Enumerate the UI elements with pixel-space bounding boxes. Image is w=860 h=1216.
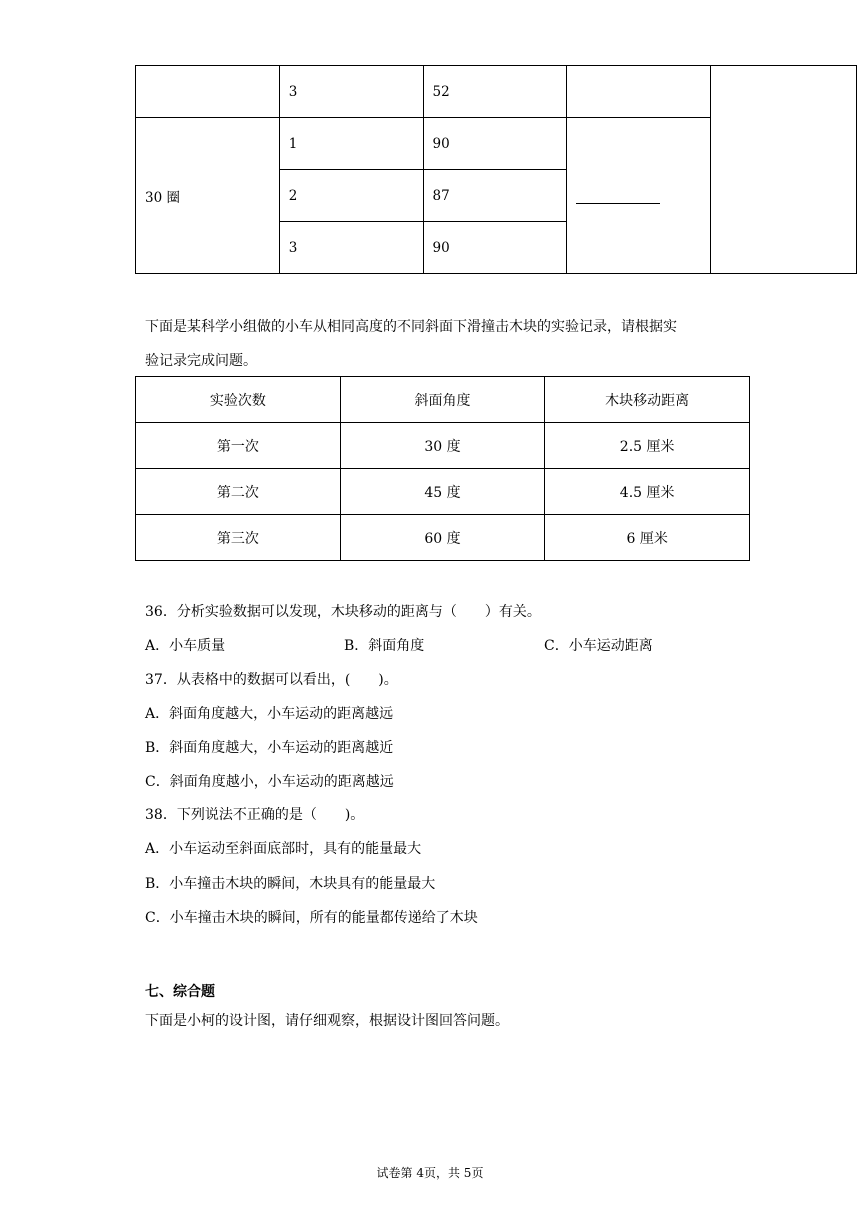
table-cell: 第三次 bbox=[136, 515, 341, 561]
q37-option-a[interactable]: A．斜面角度越大，小车运动的距离越远 bbox=[145, 706, 394, 722]
table-cell: 90 bbox=[423, 118, 567, 170]
q37-option-b[interactable]: B．斜面角度越大，小车运动的距离越近 bbox=[145, 740, 394, 756]
intro-text-line1: 下面是某科学小组做的小车从相同高度的不同斜面下滑撞击木块的实验记录，请根据实 bbox=[145, 319, 677, 335]
table-cell: 2.5 厘米 bbox=[545, 423, 750, 469]
table-header: 木块移动距离 bbox=[545, 377, 750, 423]
experiment-table-continued bbox=[135, 65, 857, 274]
question-36-stem: 36．分析实验数据可以发现，木块移动的距离与（ ）有关。 bbox=[145, 604, 541, 620]
table-cell: 52 bbox=[423, 66, 567, 118]
table-cell: 4.5 厘米 bbox=[545, 469, 750, 515]
table-cell bbox=[136, 66, 280, 118]
table-cell: 6 厘米 bbox=[545, 515, 750, 561]
section-title: 七、综合题 bbox=[145, 984, 215, 1000]
table-header: 实验次数 bbox=[136, 377, 341, 423]
answer-blank-cell bbox=[567, 118, 711, 274]
answer-blank-line[interactable] bbox=[576, 189, 660, 204]
table-row bbox=[136, 66, 857, 118]
table-cell: 87 bbox=[423, 170, 567, 222]
q36-option-c[interactable]: C．小车运动距离 bbox=[544, 638, 653, 654]
table-row bbox=[136, 469, 750, 515]
table-cell: 第二次 bbox=[136, 469, 341, 515]
table-cell: 60 度 bbox=[340, 515, 545, 561]
table-cell: 3 bbox=[279, 222, 423, 274]
section-instruction: 下面是小柯的设计图，请仔细观察，根据设计图回答问题。 bbox=[145, 1013, 509, 1029]
table-header: 斜面角度 bbox=[340, 377, 545, 423]
table-cell-group: 30 圈 bbox=[136, 118, 280, 274]
table-cell: 2 bbox=[279, 170, 423, 222]
table-cell-empty bbox=[711, 66, 857, 274]
question-37-stem: 37．从表格中的数据可以看出，( )。 bbox=[145, 672, 398, 688]
table-row bbox=[136, 515, 750, 561]
slope-experiment-table bbox=[135, 376, 750, 561]
intro-text-line2: 验记录完成问题。 bbox=[145, 353, 257, 369]
page-footer: 试卷第 4页，共 5页 bbox=[376, 1166, 484, 1180]
table-cell: 1 bbox=[279, 118, 423, 170]
table-cell: 3 bbox=[279, 66, 423, 118]
table-cell: 90 bbox=[423, 222, 567, 274]
question-38-stem: 38．下列说法不正确的是（ )。 bbox=[145, 807, 365, 823]
q36-option-b[interactable]: B．斜面角度 bbox=[344, 638, 425, 654]
table-cell: 第一次 bbox=[136, 423, 341, 469]
table-cell: 45 度 bbox=[340, 469, 545, 515]
q37-option-c[interactable]: C．斜面角度越小，小车运动的距离越远 bbox=[145, 774, 394, 790]
table-cell: 30 度 bbox=[340, 423, 545, 469]
table-header-row bbox=[136, 377, 750, 423]
q38-option-a[interactable]: A．小车运动至斜面底部时，具有的能量最大 bbox=[145, 841, 422, 857]
table-cell-empty bbox=[567, 66, 711, 118]
table-row bbox=[136, 423, 750, 469]
q38-option-b[interactable]: B．小车撞击木块的瞬间，木块具有的能量最大 bbox=[145, 876, 436, 892]
q36-option-a[interactable]: A．小车质量 bbox=[145, 638, 226, 654]
q38-option-c[interactable]: C．小车撞击木块的瞬间，所有的能量都传递给了木块 bbox=[145, 910, 478, 926]
